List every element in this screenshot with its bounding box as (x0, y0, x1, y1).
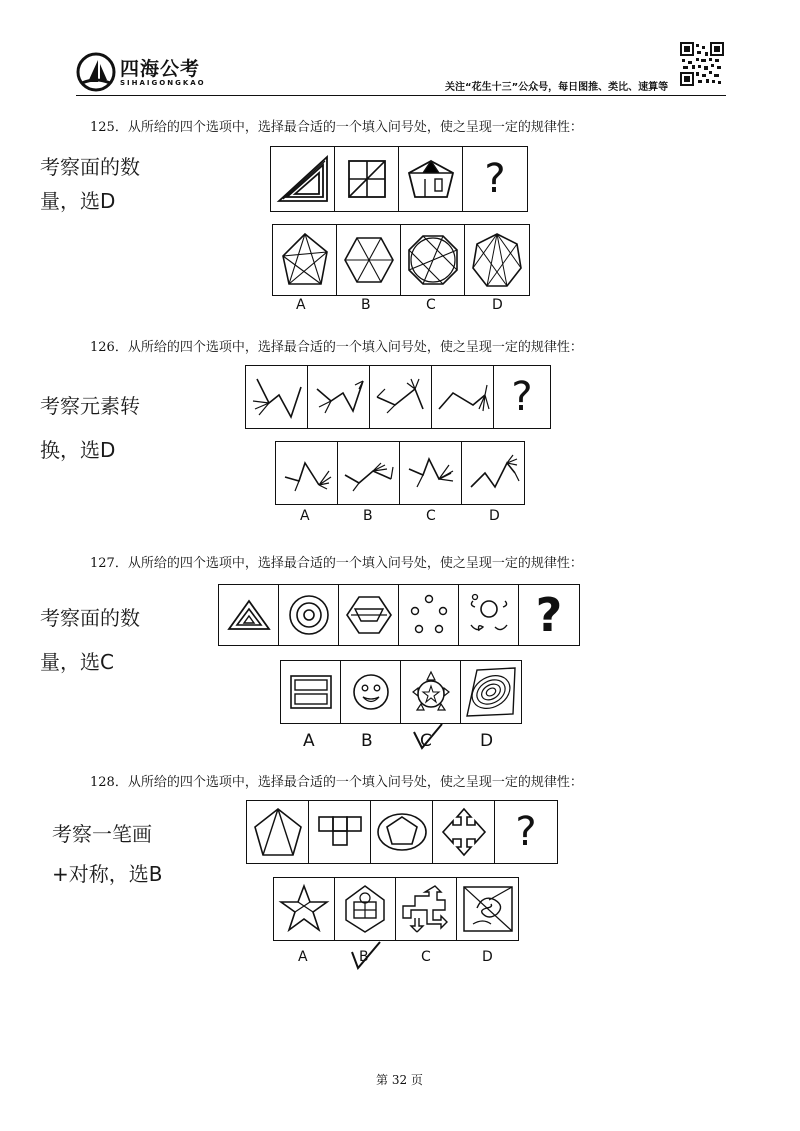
option-b-figure[interactable] (338, 442, 400, 504)
question-126-stem: 126．从所给的四个选项中，选择最合适的一个填入问号处，使之呈现一定的规律性： (90, 340, 583, 355)
note-line: 量，选C (40, 650, 114, 674)
option-label-b: B (359, 949, 369, 965)
logo-icon (76, 52, 116, 92)
logo-subtitle: SIHAIGONGKAO (120, 79, 206, 87)
note-line: 量，选D (40, 189, 116, 213)
question-mark: ? (484, 156, 506, 202)
figure (271, 147, 335, 211)
question-125-stem: 125．从所给的四个选项中，选择最合适的一个填入问号处，使之呈现一定的规律性： (90, 120, 583, 135)
logo (76, 50, 236, 94)
figure (335, 147, 399, 211)
question-127-note (40, 596, 140, 684)
question-127-options (280, 660, 522, 724)
question-128-stem-figures (246, 800, 558, 864)
question-127-stem-figures (218, 584, 580, 646)
question-mark-cell (494, 366, 550, 428)
option-c-figure[interactable] (396, 878, 457, 940)
option-d-figure[interactable] (465, 225, 529, 295)
question-125-options (272, 224, 530, 296)
question-mark-cell (495, 801, 557, 863)
figure (309, 801, 371, 863)
option-b-figure[interactable] (337, 225, 401, 295)
note-line: +对称，选B (52, 862, 163, 886)
figure (399, 147, 463, 211)
option-label-c: C (421, 949, 431, 965)
question-126-stem-figures (245, 365, 551, 429)
option-label-b: B (361, 297, 371, 313)
option-a-figure[interactable] (276, 442, 338, 504)
checkmark-icon (412, 722, 446, 750)
option-d-figure[interactable] (457, 878, 518, 940)
question-125-stem-figures (270, 146, 528, 212)
header-follow-text: 关注“花生十三”公众号，每日图推、类比、速算等 (445, 82, 669, 93)
option-c-figure[interactable] (401, 225, 465, 295)
figure (247, 801, 309, 863)
question-mark: ? (511, 374, 533, 420)
option-label-c: C (420, 731, 432, 751)
option-label-b: B (363, 508, 373, 524)
header-rule (76, 95, 726, 96)
option-label-c: C (426, 508, 436, 524)
option-d-figure[interactable] (461, 661, 521, 723)
note-line: 换，选D (40, 438, 116, 462)
question-mark-cell (519, 585, 579, 645)
option-a-figure[interactable] (274, 878, 335, 940)
figure (339, 585, 399, 645)
option-c-figure[interactable] (401, 661, 461, 723)
option-label-c: C (426, 297, 436, 313)
page-number: 第 32 页 (376, 1073, 423, 1087)
option-label-d: D (489, 508, 500, 524)
question-128-options (273, 877, 519, 941)
question-126-options (275, 441, 525, 505)
option-b-figure[interactable] (341, 661, 401, 723)
note-line: 考察一笔画 (52, 822, 152, 846)
note-line: 考察面的数 (40, 606, 140, 630)
figure (432, 366, 494, 428)
figure (219, 585, 279, 645)
question-mark: ? (535, 588, 563, 642)
question-128-note (52, 814, 162, 894)
question-mark-cell (463, 147, 527, 211)
note-line: 考察元素转 (40, 394, 140, 418)
option-label-a: A (300, 508, 310, 524)
figure (399, 585, 459, 645)
option-b-figure[interactable] (335, 878, 396, 940)
figure (371, 801, 433, 863)
option-c-figure[interactable] (400, 442, 462, 504)
figure (433, 801, 495, 863)
question-128-stem: 128．从所给的四个选项中，选择最合适的一个填入问号处，使之呈现一定的规律性： (90, 775, 583, 790)
figure (370, 366, 432, 428)
question-mark: ? (515, 809, 537, 855)
question-127-stem: 127．从所给的四个选项中，选择最合适的一个填入问号处，使之呈现一定的规律性： (90, 556, 583, 571)
figure (279, 585, 339, 645)
option-label-d: D (482, 949, 493, 965)
qr-code-icon (680, 42, 724, 86)
option-label-a: A (296, 297, 306, 313)
note-line: 考察面的数 (40, 155, 140, 179)
option-label-b: B (361, 731, 373, 751)
option-label-d: D (492, 297, 503, 313)
option-label-d: D (480, 731, 494, 751)
option-label-a: A (298, 949, 308, 965)
option-a-figure[interactable] (281, 661, 341, 723)
figure (459, 585, 519, 645)
option-label-a: A (303, 731, 315, 751)
question-126-note (40, 384, 140, 472)
question-125-note (40, 150, 140, 218)
figure (308, 366, 370, 428)
logo-title: 四海公考 (120, 58, 201, 80)
option-d-figure[interactable] (462, 442, 524, 504)
option-a-figure[interactable] (273, 225, 337, 295)
checkmark-icon (350, 940, 384, 970)
figure (246, 366, 308, 428)
